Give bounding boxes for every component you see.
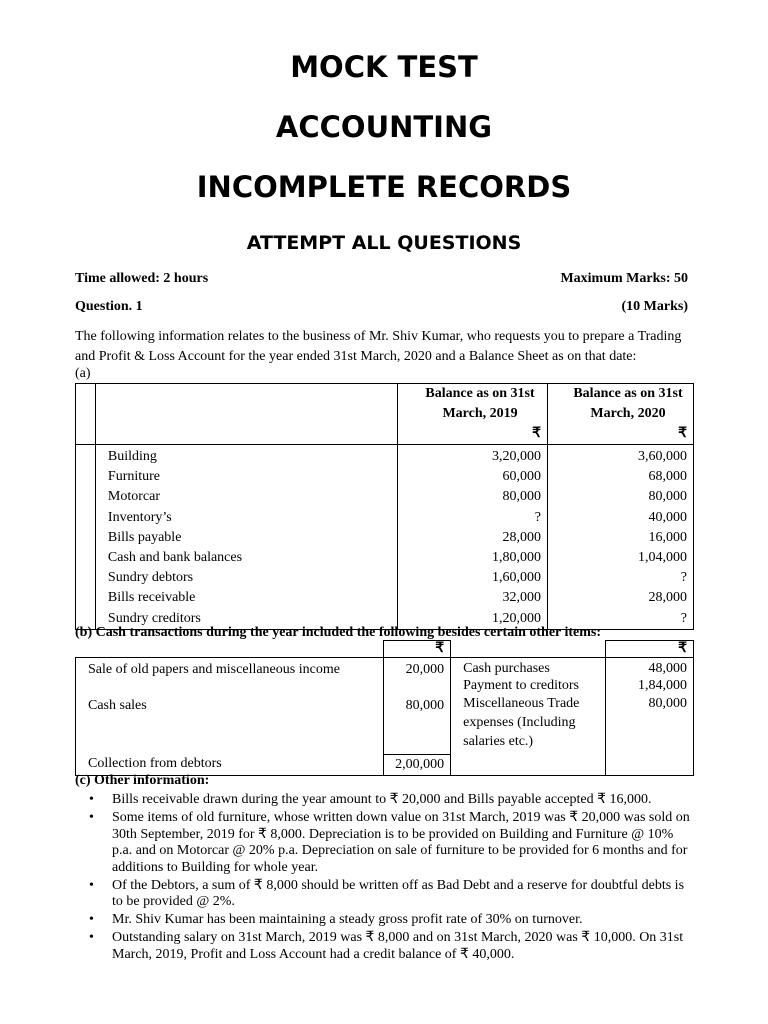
other-information-list	[75, 792, 695, 965]
value-2019: 1,20,000	[492, 610, 541, 626]
amount: 48,000	[648, 661, 687, 676]
table-row: Furniture	[107, 469, 161, 485]
amount: 20,000	[405, 662, 445, 677]
header-blank	[451, 641, 606, 658]
table-a-gutter	[76, 445, 96, 630]
header-blank	[76, 641, 384, 658]
table-a-item-header	[95, 384, 397, 445]
payments-amounts	[606, 658, 694, 776]
bullet-icon: •	[89, 912, 94, 927]
value-2020: ?	[680, 610, 687, 626]
question-marks: (10 Marks)	[621, 299, 688, 314]
list-item: Cash sales	[88, 698, 147, 713]
time-allowed: Time allowed: 2 hours	[75, 271, 209, 286]
bullet-text: Outstanding salary on 31st March, 2019 was ₹ 8,000 and on 31st March, 2020 was ₹ 10,000. On 31st March, 2019, Profit and Loss Account had a credit balance of ₹ 40,000.	[112, 930, 684, 962]
subtitle-attempt-all: ATTEMPT ALL QUESTIONS	[246, 232, 522, 254]
bullet-icon: •	[89, 930, 94, 945]
amount: 1,84,000	[638, 678, 687, 693]
list-item: Cash purchases	[463, 661, 550, 676]
list-item	[75, 912, 695, 929]
table-row: Bills receivable	[107, 590, 196, 606]
header-2019	[398, 384, 548, 445]
list-item	[75, 878, 695, 911]
table-row: Sundry creditors	[107, 610, 201, 626]
list-item	[75, 792, 695, 809]
list-item: Payment to creditors	[463, 678, 579, 693]
column-2019	[398, 445, 548, 630]
header-2019-label: Balance as on 31st March, 2019	[425, 386, 535, 421]
receipts-amounts	[384, 658, 451, 755]
title-mock-test: MOCK TEST	[290, 50, 478, 84]
amount: 2,00,000	[384, 754, 451, 775]
item-column	[95, 445, 397, 630]
value-2019: 3,20,000	[492, 449, 541, 464]
bullet-icon: •	[89, 792, 94, 807]
column-2020	[548, 445, 694, 630]
question-number: Question. 1	[75, 299, 143, 314]
value-2020: 16,000	[648, 529, 687, 545]
receipts-items	[76, 658, 384, 755]
title-incomplete-records: INCOMPLETE RECORDS	[196, 170, 572, 204]
table-row: Bills payable	[107, 529, 182, 545]
bullet-icon: •	[89, 877, 94, 893]
cash-transactions-table	[75, 640, 694, 776]
value-2019: 80,000	[502, 489, 541, 505]
table-row: Motorcar	[107, 489, 161, 505]
value-2020: 28,000	[648, 590, 687, 606]
bullet-text: Some items of old furniture, whose written down value on 31st March, 2019 was ₹ 20,000 was sold on 30th September, 2019 for ₹ 8,000. Depreciation is to be provided on Building and Furniture @ 10% p.a. and on Motorcar @ 20% p.a. Depreciation on sale of furniture to be provided for 6 months and for additions to Building for whole year.	[112, 810, 690, 875]
value-2019: ?	[534, 509, 541, 525]
value-2019: 60,000	[502, 469, 541, 485]
maximum-marks: Maximum Marks: 50	[560, 271, 688, 286]
part-c-heading: (c) Other information:	[75, 773, 210, 788]
header-2020-label: Balance as on 31st March, 2020	[573, 386, 683, 421]
bullet-text: Of the Debtors, a sum of ₹ 8,000 should be written off as Bad Debt and a reserve for doubtful debts is to be provided @ 2%.	[112, 877, 685, 909]
receipts-currency: ₹	[384, 641, 451, 658]
part-b-heading: (b) Cash transactions during the year included the following besides certain other items:	[75, 625, 602, 640]
value-2020: ?	[680, 570, 687, 586]
header-2020	[548, 384, 694, 445]
value-2020: 40,000	[648, 509, 687, 525]
payments-items	[451, 658, 606, 776]
table-row: Inventory’s	[107, 509, 172, 525]
list-item: Sale of old papers and miscellaneous income	[88, 662, 340, 677]
value-2019: 32,000	[502, 590, 541, 606]
list-item: Collection from debtors	[76, 754, 384, 775]
amount: 80,000	[648, 696, 687, 711]
table-row: Cash and bank balances	[107, 550, 243, 566]
value-2020: 68,000	[648, 469, 687, 485]
bullet-icon: •	[89, 810, 94, 825]
payments-currency: ₹	[606, 641, 694, 658]
value-2019: 1,60,000	[492, 570, 541, 586]
bullet-text: Mr. Shiv Kumar has been maintaining a steady gross profit rate of 30% on turnover.	[112, 912, 583, 927]
rupee-symbol: ₹	[678, 426, 687, 441]
list-item	[75, 930, 695, 963]
rupee-symbol: ₹	[532, 426, 541, 441]
list-item: Miscellaneous Trade expenses (Including salaries etc.)	[463, 696, 580, 749]
value-2019: 1,80,000	[492, 550, 541, 566]
table-row: Sundry debtors	[107, 570, 194, 586]
intro-paragraph: The following information relates to the business of Mr. Shiv Kumar, who requests you to prepare a Trading and Profit & Loss Account for the year ended 31st March, 2020 and a Balance Sheet as on that date:	[75, 329, 682, 364]
value-2019: 28,000	[502, 529, 541, 545]
value-2020: 80,000	[648, 489, 687, 505]
balances-table	[75, 383, 694, 630]
title-accounting: ACCOUNTING	[275, 110, 493, 144]
table-a-blank	[76, 384, 96, 445]
part-a-label: (a)	[75, 366, 91, 381]
table-row: Building	[107, 449, 157, 464]
value-2020: 3,60,000	[638, 449, 687, 464]
value-2020: 1,04,000	[638, 550, 687, 566]
bullet-text: Bills receivable drawn during the year amount to ₹ 20,000 and Bills payable accepted ₹ 16,000.	[112, 792, 652, 807]
amount: 80,000	[405, 698, 445, 713]
list-item	[75, 810, 695, 876]
